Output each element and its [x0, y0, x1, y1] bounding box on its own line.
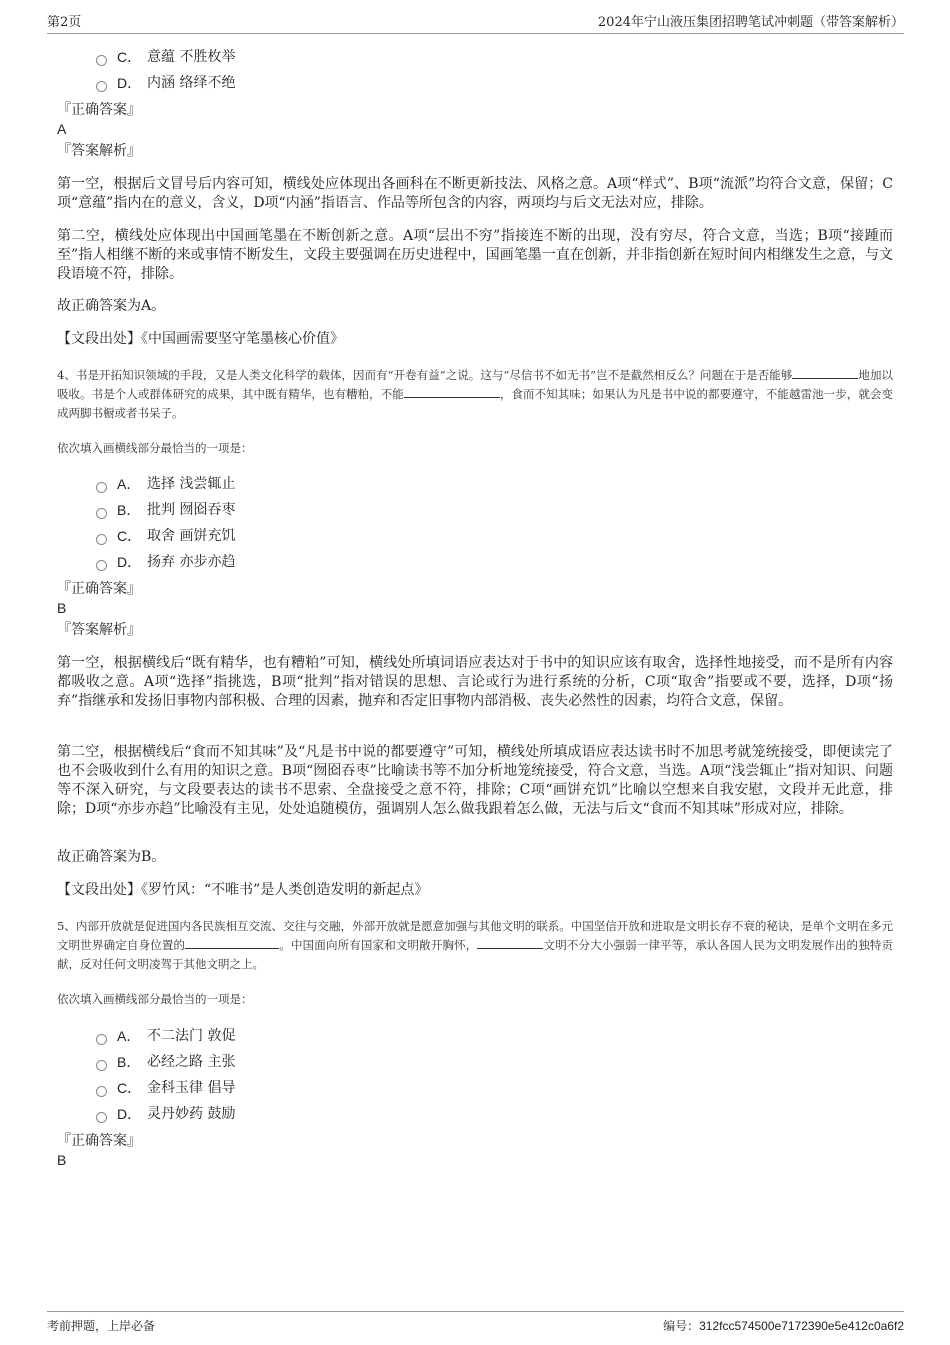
q3-analysis-p3: 故正确答案为A。 — [57, 298, 166, 314]
q4-option-a[interactable]: A． 选择 浅尝辄止 — [96, 474, 235, 494]
blank-line — [792, 367, 858, 379]
q4-answer: B — [57, 600, 67, 616]
q4-option-c[interactable]: C． 取舍 画饼充饥 — [96, 526, 235, 546]
document-title: 2024年宁山液压集团招聘笔试冲刺题（带答案解析） — [597, 15, 904, 30]
radio-icon[interactable] — [96, 560, 107, 571]
q3-option-d[interactable]: D． 内涵 络绎不绝 — [96, 73, 235, 93]
page-header — [47, 13, 904, 34]
radio-icon[interactable] — [96, 81, 107, 92]
q4-analysis-p1: 第一空，根据横线后“既有精华，也有糟粕”可知，横线处所填词语应表达对于书中的知识应该有取舍，选择性地接受，而不是所有内容都吸收之意。A项“选择”指挑选，B项“批判”指对错误的思想、言论或行为进行系统的分析，C项“取舍”指要或不要，选择，D项“扬弃”指继承和发扬旧事物内部积极、合理的因素，抛弃和否定旧事物内部消极、丧失必然性的因素，均符合文意，保留。 — [57, 655, 893, 709]
q3-option-c[interactable]: C． 意蕴 不胜枚举 — [96, 47, 235, 67]
q3-source: 【文段出处】《中国画需要坚守笔墨核心价值》 — [57, 331, 344, 347]
q4-analysis-p3: 故正确答案为B。 — [57, 849, 166, 865]
radio-icon[interactable] — [96, 508, 107, 519]
q5-prompt: 依次填入画横线部分最恰当的一项是： — [57, 992, 253, 1006]
q3-answer-label: 『正确答案』 — [57, 102, 141, 118]
q4-analysis-p2: 第二空，根据横线后“食而不知其味”及“凡是书中说的都要遵守”可知，横线处所填成语应表达读书时不加思考就笼统接受，即便读完了也不会吸收到什么有用的知识之意。B项“囫囵吞枣”比喻读书等不加分析地笼统接受，符合文意，当选。A项“浅尝辄止”指对知识、问题等不深入研究，与文段要表达的读书不思索、全盘接受之意不符，排除；C项“画饼充饥”比喻以空想来自我安慰，文段并无此意，排除；D项“亦步亦趋”比喻没有主见，处处追随模仿，强调别人怎么做我跟着怎么做，无法与后文“食而不知其味”形成对应，排除。 — [57, 744, 893, 817]
q5-option-b[interactable]: B． 必经之路 主张 — [96, 1052, 235, 1072]
q5-option-c[interactable]: C． 金科玉律 倡导 — [96, 1078, 235, 1098]
blank-line — [404, 386, 500, 398]
radio-icon[interactable] — [96, 534, 107, 545]
q5-answer-label: 『正确答案』 — [57, 1133, 141, 1149]
q4-answer-label: 『正确答案』 — [57, 581, 141, 597]
q5-option-a[interactable]: A． 不二法门 敦促 — [96, 1026, 235, 1046]
q3-analysis-label: 『答案解析』 — [57, 143, 141, 159]
q3-answer: A — [57, 121, 67, 137]
document-code: 编号：312fcc574500e7172390e5e412c0a6f2 — [663, 1319, 904, 1333]
radio-icon[interactable] — [96, 55, 107, 66]
q4-prompt: 依次填入画横线部分最恰当的一项是： — [57, 441, 253, 455]
q4-question-text: 4、书是开拓知识领域的手段，又是人类文化科学的载体，因而有“开卷有益”之说。这与“尽信书不如无书”岂不是截然相反么？问题在于是否能够 地加以吸收。书是个人或群体研究的成果，其中既有精华，也有糟粕，不能 ，食而不知其味；如果认为凡是书中说的都要遵守，不能越雷池一步，就会变成两脚书橱或者书呆子。 — [57, 368, 893, 420]
page-footer — [47, 1311, 904, 1336]
q5-answer: B — [57, 1152, 67, 1168]
q4-option-d[interactable]: D． 扬弃 亦步亦趋 — [96, 552, 235, 572]
q5-question-text: 5、内部开放就是促进国内各民族相互交流、交往与交融，外部开放就是愿意加强与其他文明的联系。中国坚信开放和进取是文明长存不衰的秘诀，是单个文明在多元文明世界确定自身位置的 。中国面向所有国家和文明敞开胸怀， 文明不分大小强弱一律平等，承认各国人民为文明发展作出的独特贡献，反对任何文明凌驾于其他文明之上。 — [57, 919, 894, 971]
page-number: 第2页 — [47, 15, 82, 30]
blank-line — [185, 937, 279, 949]
q3-analysis-p2: 第二空，横线处应体现出中国画笔墨在不断创新之意。A项“层出不穷”指接连不断的出现，没有穷尽，符合文意，当选；B项“接踵而至”指人相继不断的来或事情不断发生，文段主要强调在历史进程中，国画笔墨一直在创新，并非指创新在短时间内相继发生之意，与文段语境不符，排除。 — [57, 228, 893, 282]
q5-option-d[interactable]: D． 灵丹妙药 鼓励 — [96, 1104, 235, 1124]
radio-icon[interactable] — [96, 1112, 107, 1123]
q4-option-b[interactable]: B． 批判 囫囵吞枣 — [96, 500, 235, 520]
radio-icon[interactable] — [96, 1034, 107, 1045]
footer-slogan: 考前押题，上岸必备 — [47, 1319, 156, 1333]
blank-line — [477, 937, 543, 949]
q3-analysis-p1: 第一空，根据后文冒号后内容可知，横线处应体现出各画科在不断更新技法、风格之意。A项“样式”、B项“流派”均符合文意，保留；C项“意蕴”指内在的意义，含义，D项“内涵”指语言、作品等所包含的内容，两项均与后文无法对应，排除。 — [57, 176, 893, 211]
q4-analysis-label: 『答案解析』 — [57, 622, 141, 638]
radio-icon[interactable] — [96, 1086, 107, 1097]
radio-icon[interactable] — [96, 482, 107, 493]
q4-source: 【文段出处】《罗竹风：“不唯书”是人类创造发明的新起点》 — [57, 882, 429, 898]
radio-icon[interactable] — [96, 1060, 107, 1071]
